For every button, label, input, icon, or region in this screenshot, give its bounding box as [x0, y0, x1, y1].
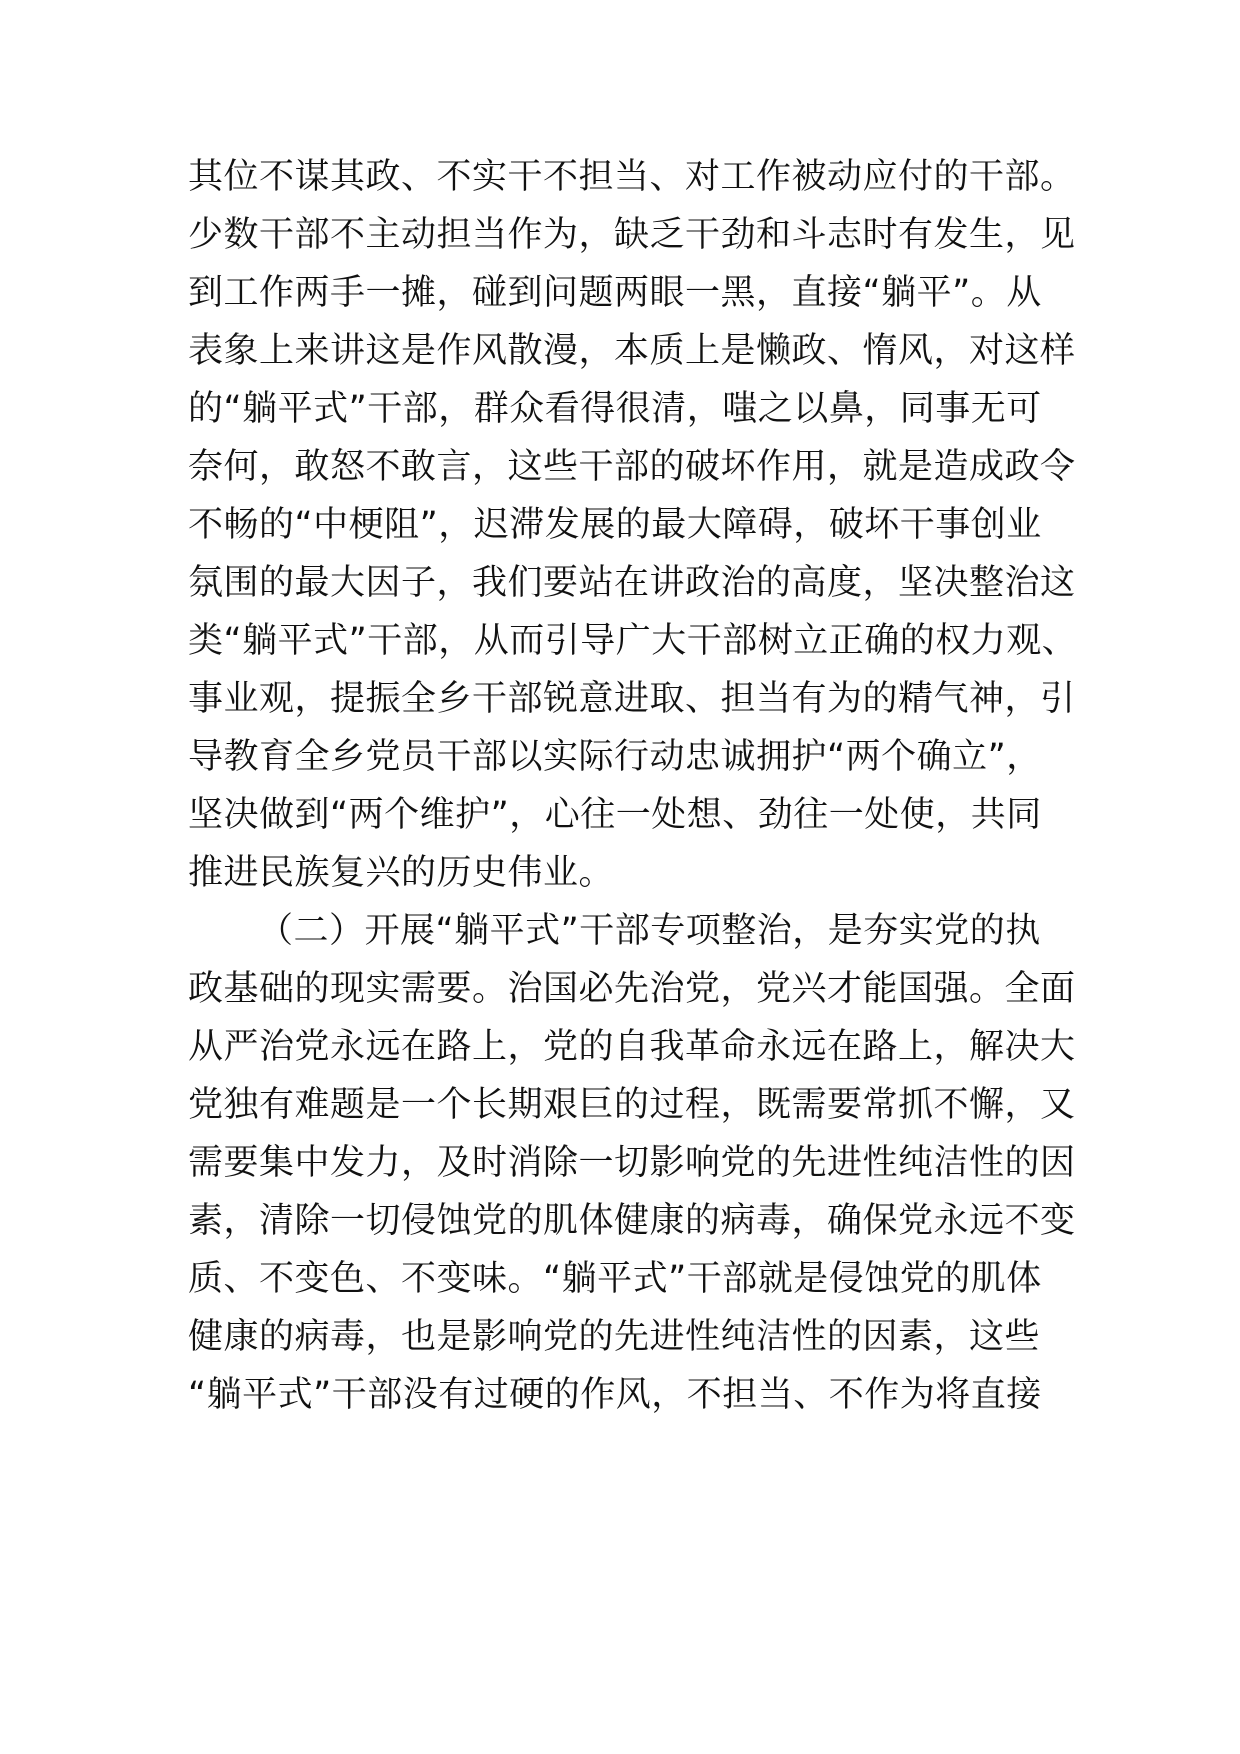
text-line: 事业观，提振全乡干部锐意进取、担当有为的精气神，引	[188, 679, 1076, 719]
paragraph-heading-line: （二）开展“躺平式”干部专项整治，是夯实党的执	[258, 911, 1041, 951]
text-line: 推进民族复兴的历史伟业。	[188, 853, 615, 893]
text-line: 少数干部不主动担当作为，缺乏干劲和斗志时有发生，见	[188, 215, 1076, 255]
text-line: 奈何，敢怒不敢言，这些干部的破坏作用，就是造成政令	[188, 447, 1076, 487]
text-line: 氛围的最大因子，我们要站在讲政治的高度，坚决整治这	[188, 563, 1076, 603]
text-line: 到工作两手一摊，碰到问题两眼一黑，直接“躺平”。从	[188, 273, 1042, 313]
text-line: 表象上来讲这是作风散漫，本质上是懒政、惰风，对这样	[188, 331, 1076, 371]
text-line: 党独有难题是一个长期艰巨的过程，既需要常抓不懈，又	[188, 1085, 1076, 1125]
text-line: 健康的病毒，也是影响党的先进性纯洁性的因素，这些	[188, 1317, 1041, 1357]
text-line: 质、不变色、不变味。“躺平式”干部就是侵蚀党的肌体	[188, 1259, 1042, 1299]
text-line: 不畅的“中梗阻”，迟滞发展的最大障碍，破坏干事创业	[188, 505, 1042, 545]
text-line: 其位不谋其政、不实干不担当、对工作被动应付的干部。	[188, 157, 1076, 197]
text-line: 导教育全乡党员干部以实际行动忠诚拥护“两个确立”，	[188, 737, 1042, 777]
text-line: 类“躺平式”干部，从而引导广大干部树立正确的权力观、	[188, 621, 1078, 661]
text-line: 素，清除一切侵蚀党的肌体健康的病毒，确保党永远不变	[188, 1201, 1076, 1241]
text-line: 从严治党永远在路上，党的自我革命永远在路上，解决大	[188, 1027, 1076, 1067]
text-line: 坚决做到“两个维护”，心往一处想、劲往一处使，共同	[188, 795, 1042, 835]
text-line: 需要集中发力，及时消除一切影响党的先进性纯洁性的因	[188, 1143, 1076, 1183]
text-line: 的“躺平式”干部，群众看得很清，嗤之以鼻，同事无可	[188, 389, 1042, 429]
text-line: 政基础的现实需要。治国必先治党，党兴才能国强。全面	[188, 969, 1076, 1009]
text-line: “躺平式”干部没有过硬的作风，不担当、不作为将直接	[188, 1375, 1042, 1415]
